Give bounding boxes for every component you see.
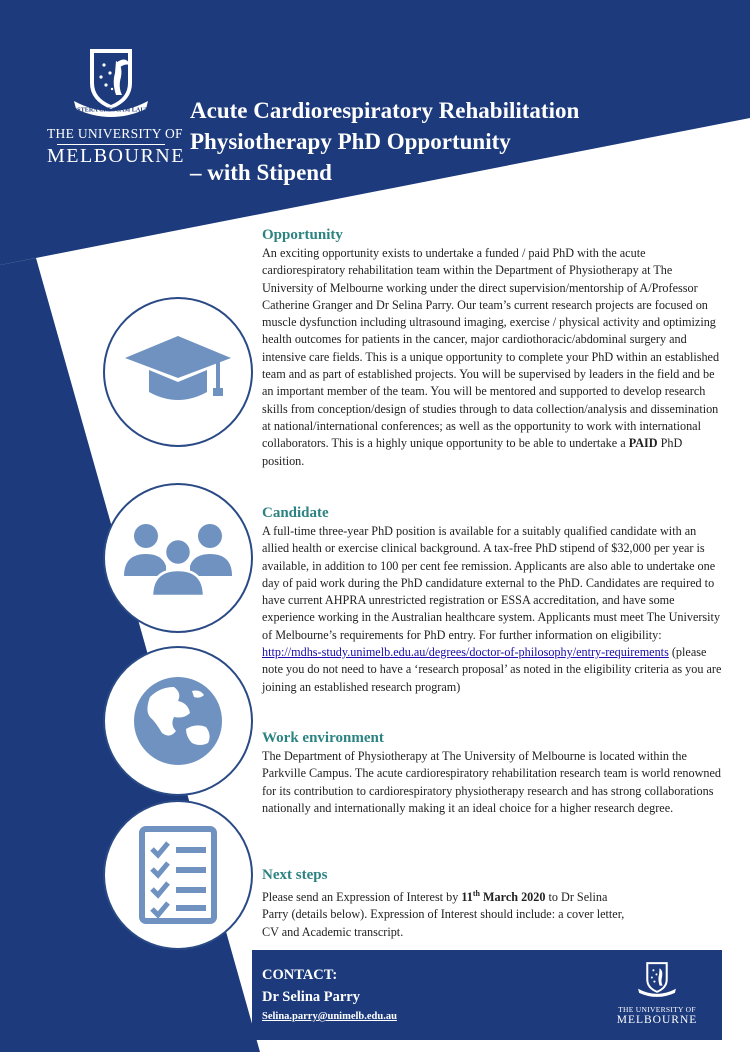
candidate-heading: Candidate	[262, 505, 329, 521]
work-environment-body: The Department of Physiotherapy at The University of Melbourne is located within the Parkville Campus. The acute cardiorespiratory rehabilitation research team is world renowned for its contribution to cardiorespiratory physiotherapy research and has strong collaborations nationally and internationally making it an ideal choice for a higher research degree.	[262, 749, 722, 815]
page-title	[190, 95, 579, 188]
candidate-body: A full-time three-year PhD position is available for a suitably qualified candidate with an allied health or exercise clinical background. A tax-free PhD stipend of $32,000 per year is available, in addition to 100 per cent fee remission. Applicants are also able to undertake one day of paid work during the PhD candidature external to the PhD. Candidates are required to have current AHPRA unrestricted registration or ESSA accreditation, and have some experience working in the Australian healthcare system. Applicants must meet The University of Melbourne’s requirements for PhD entry. For further information on eligibility: http://mdhs-study.unimelb.edu.au/degrees/doctor-of-philosophy/entry-requirements (please note you do not need to have a ‘research proposal’ as noted in the eligibility criteria as you are joining an established research program)	[262, 524, 722, 694]
logo-melbourne: MELBOURNE	[47, 145, 185, 167]
work-environment-heading: Work environment	[262, 730, 384, 746]
graduation-cap-circle	[103, 297, 253, 447]
university-logo	[47, 43, 185, 167]
contact-logo-melbourne: MELBOURNE	[616, 1014, 698, 1026]
university-crest-icon	[635, 958, 679, 998]
opportunity-body: An exciting opportunity exists to undertake a funded / paid PhD with the acute cardiorespiratory rehabilitation team within the Department of Physiotherapy at The University of Melbourne working under the direct supervision/mentorship of A/Professor Catherine Granger and Dr Selina Parry. Our team’s current research projects are focused on muscle dysfunction including ultrasound imaging, exercise / physical activity and optimizing health outcomes for patients in the cancer, major cardiothoracic/abdominal surgery and intensive care fields. This is a unique opportunity to complete your PhD within an established team and as part of established projects. You will be supervised by leaders in the field and be an important member of the team. You will be mentored and supported to develop research skills from conception/design of studies through to data collection/analysis and dissemination at national/international conferences; as well as the opportunity to work with international collaborators. This is a highly unique opportunity to be able to undertake a PAID PhD position.	[262, 246, 720, 468]
contact-email[interactable]: Selina.parry@unimelb.edu.au	[262, 1011, 397, 1022]
globe-circle	[103, 646, 253, 796]
next-steps-body: Please send an Expression of Interest by 11th March 2020 to Dr Selina Parry (details below). Expression of Interest should include: a cover letter, CV and Academic transcript.	[262, 889, 625, 939]
svg-text:POSTERA CRESCAM LAUDE: POSTERA CRESCAM LAUDE	[68, 106, 154, 114]
contact-name: Dr Selina Parry	[262, 989, 360, 1005]
university-crest-icon	[68, 43, 154, 117]
eligibility-link[interactable]: http://mdhs-study.unimelb.edu.au/degrees/doctor-of-philosophy/entry-requirements	[262, 645, 669, 660]
globe-icon	[130, 673, 226, 769]
logo-university-of: THE UNIVERSITY OF	[47, 126, 183, 141]
deadline-date: 11th March 2020	[461, 889, 546, 905]
title-line-3: – with Stipend	[190, 160, 332, 185]
title-line-2: Physiotherapy PhD Opportunity	[190, 129, 511, 154]
people-group-circle	[103, 483, 253, 633]
next-steps-heading: Next steps	[262, 867, 328, 883]
contact-label: CONTACT:	[262, 967, 338, 983]
people-group-icon	[118, 518, 238, 598]
candidate-section	[262, 504, 724, 696]
checklist-icon	[138, 825, 218, 925]
paid-emphasis: PAID	[628, 436, 658, 451]
contact-logo-university-of: THE UNIVERSITY OF	[618, 1005, 696, 1014]
contact-university-logo	[607, 958, 707, 1026]
opportunity-section	[262, 226, 724, 470]
contact-box	[252, 950, 722, 1040]
title-line-1: Acute Cardiorespiratory Rehabilitation	[190, 98, 580, 123]
checklist-circle	[103, 800, 253, 950]
work-environment-section	[262, 729, 724, 817]
opportunity-heading: Opportunity	[262, 227, 343, 243]
next-steps-section	[262, 866, 724, 941]
graduation-cap-icon	[123, 332, 233, 412]
